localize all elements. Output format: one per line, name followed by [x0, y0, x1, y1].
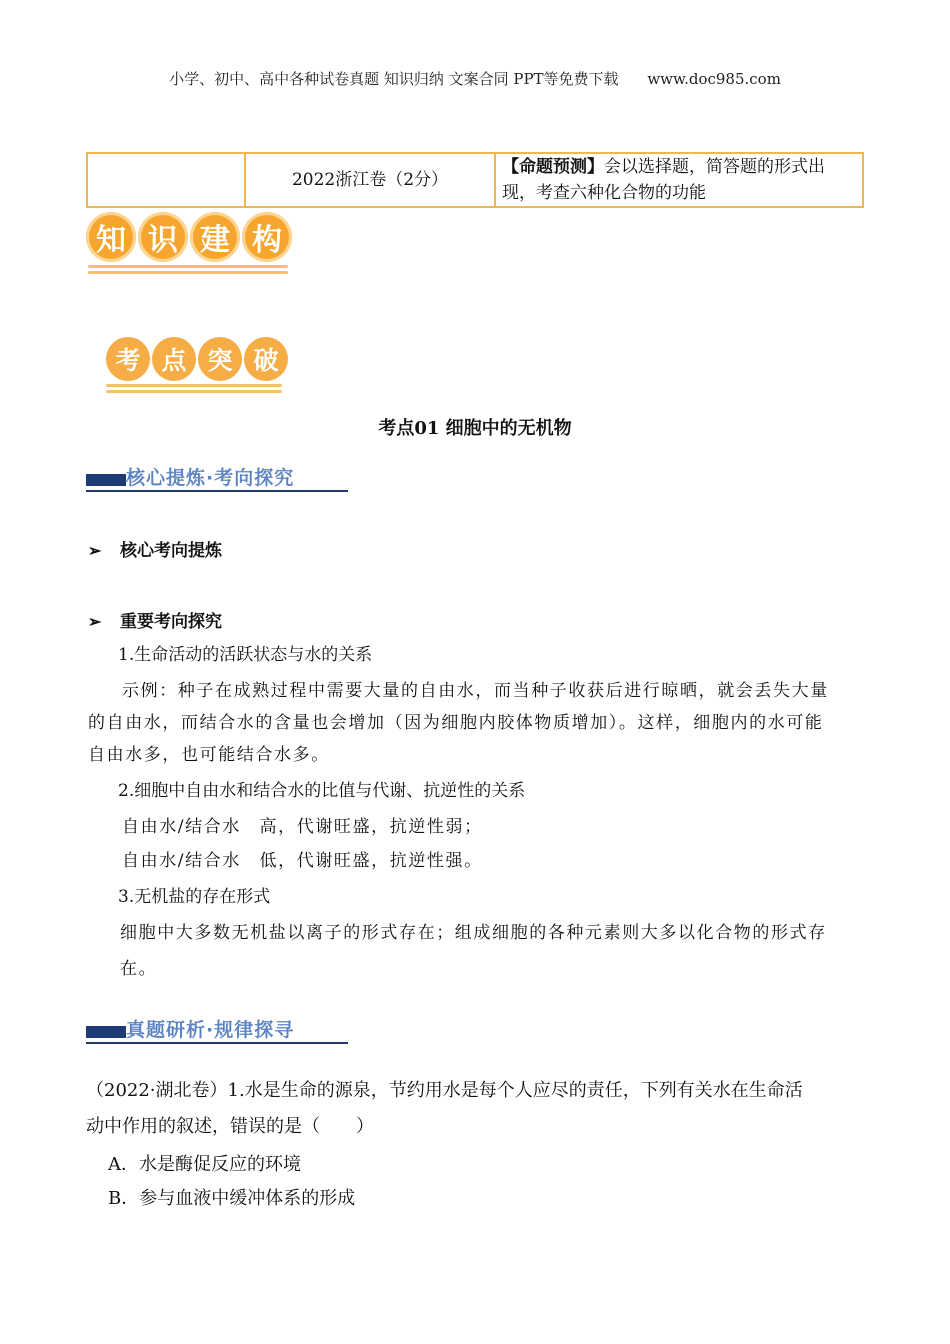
point1-title: 1.生命活动的活跃状态与水的关系	[118, 645, 373, 665]
option-a: A．水是酶促反应的环境	[108, 1154, 301, 1175]
badge-char: 识	[138, 212, 188, 262]
meta-exam-cell: 2022浙江卷（2分）	[245, 153, 495, 207]
badge-char: 突	[198, 337, 242, 381]
bullet-core-text: 核心考向提炼	[120, 541, 222, 561]
knowledge-badge	[86, 212, 292, 274]
band-exam	[86, 1016, 348, 1044]
badge-char: 建	[190, 212, 240, 262]
badge-stripes	[88, 265, 288, 274]
meta-empty-cell	[87, 153, 245, 207]
point3-line1: 细胞中大多数无机盐以离子的形式存在；组成细胞的各种元素则大多以化合物的形式存	[120, 923, 827, 943]
point2-line1: 自由水/结合水 高，代谢旺盛，抗逆性弱；	[122, 817, 483, 837]
badge-char: 破	[244, 337, 288, 381]
point1-line1: 示例：种子在成熟过程中需要大量的自由水，而当种子收获后进行晾晒，就会丢失大量	[122, 681, 829, 701]
badge-char: 知	[86, 212, 136, 262]
header-text: 小学、初中、高中各种试卷真题 知识归纳 文案合同 PPT等免费下载	[169, 70, 619, 88]
badge-stripes	[106, 384, 282, 393]
point3-title: 3.无机盐的存在形式	[118, 887, 271, 907]
prediction-text: 会以选择题，简答题的形式出现，考查六种化合物的功能	[502, 157, 825, 203]
arrow-icon: ➢	[88, 541, 102, 560]
badge-char: 考	[106, 337, 150, 381]
point1-line2: 的自由水，而结合水的含量也会增加（因为细胞内胶体物质增加）。这样，细胞内的水可能	[88, 713, 824, 733]
header-site: www.doc985.com	[647, 70, 781, 88]
prediction-label: 【命题预测】	[502, 157, 604, 177]
meta-table	[86, 152, 864, 208]
point2-title: 2.细胞中自由水和结合水的比值与代谢、抗逆性的关系	[118, 781, 526, 801]
point1-line3: 自由水多，也可能结合水多。	[88, 745, 330, 765]
band-exam-text: 真题研析·规律探寻	[126, 1019, 295, 1041]
point2-line2: 自由水/结合水 低，代谢旺盛，抗逆性强。	[122, 851, 483, 871]
band-underline	[86, 490, 348, 492]
point3-line2: 在。	[120, 959, 158, 979]
option-b: B．参与血液中缓冲体系的形成	[108, 1188, 356, 1209]
band-bar	[86, 474, 126, 486]
band-underline	[86, 1042, 348, 1044]
section-title: 考点01 细胞中的无机物	[378, 418, 572, 439]
arrow-icon: ➢	[88, 612, 102, 631]
breakthrough-badge	[106, 337, 288, 393]
question-line2: 动中作用的叙述，错误的是（ ）	[86, 1116, 374, 1137]
bullet-important	[88, 607, 222, 632]
band-core	[86, 464, 348, 492]
band-bar	[86, 1026, 126, 1038]
band-core-text: 核心提炼·考向探究	[126, 467, 295, 489]
bullet-important-text: 重要考向探究	[120, 612, 222, 632]
badge-char: 构	[242, 212, 292, 262]
badge-char: 点	[152, 337, 196, 381]
meta-prediction-cell	[495, 153, 863, 207]
page-header	[0, 68, 950, 89]
bullet-core	[88, 536, 222, 561]
question-line1: （2022·湖北卷）1.水是生命的源泉，节约用水是每个人应尽的责任，下列有关水在生命活	[86, 1080, 803, 1101]
